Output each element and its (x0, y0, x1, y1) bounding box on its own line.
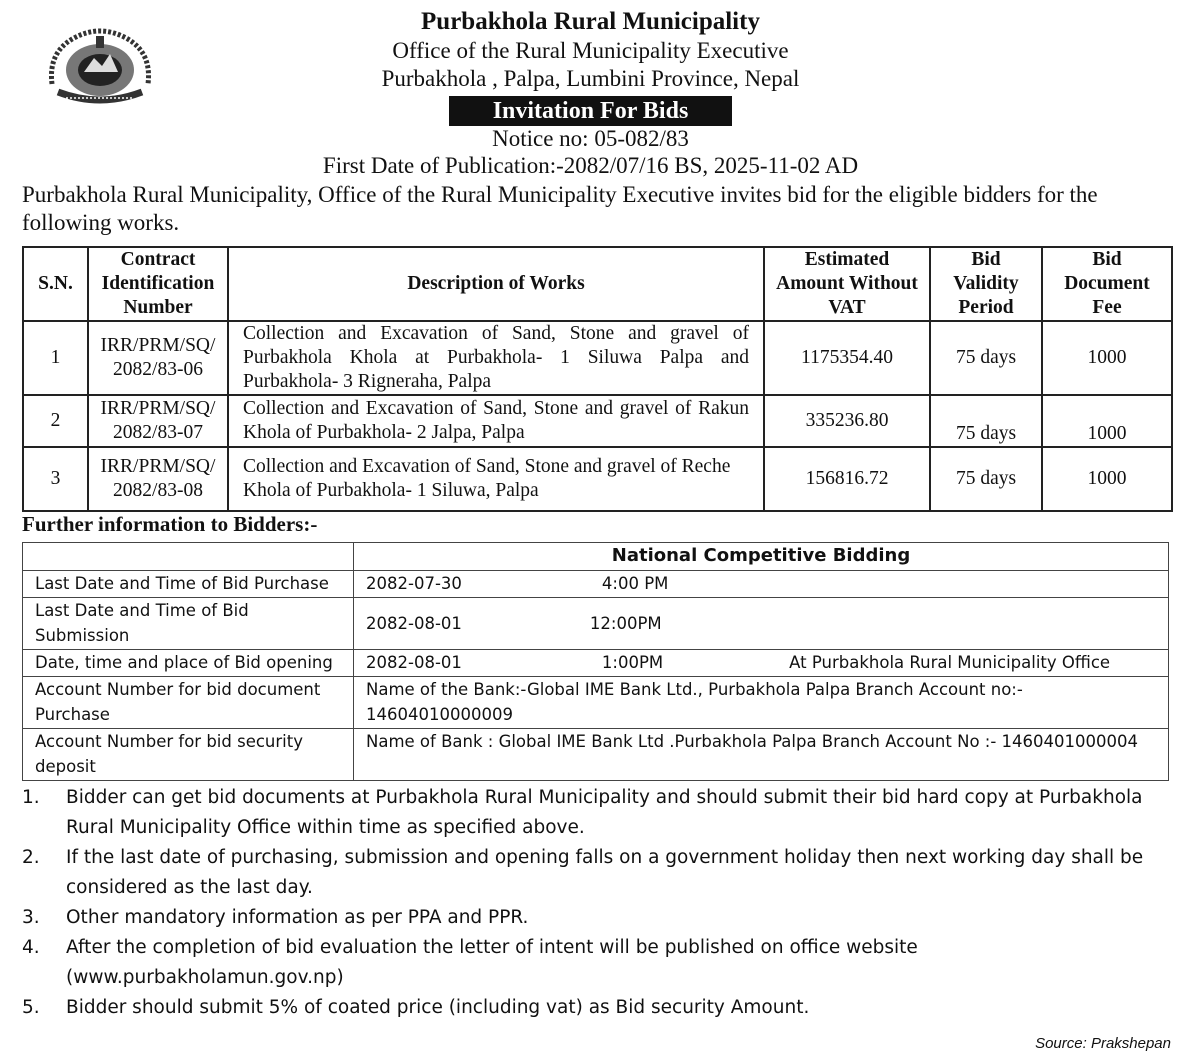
opening-place: At Purbakhola Rural Municipality Office (789, 653, 1111, 672)
info-label: Last Date and Time of Bid Purchase (23, 571, 354, 598)
header-sn: S.N. (23, 247, 88, 321)
info-label: Account Number for bid security deposit (23, 729, 354, 781)
row-contract-id: IRR/PRM/SQ/ 2082/83-07 (88, 395, 228, 447)
works-table-header (23, 247, 1172, 321)
info-label: Date, time and place of Bid opening (23, 650, 354, 677)
row-fee: 1000 (1042, 395, 1172, 447)
row-description: Collection and Excavation of Sand, Stone and gravel of Rakun Khola of Purbakhola- 2 Jalpa, Palpa (228, 395, 764, 447)
purchase-date: 2082-07-30 (366, 574, 462, 593)
note-text: If the last date of purchasing, submission and opening falls on a government holiday then next working day shall be considered as the last day. (66, 847, 1144, 898)
row-contract-id: IRR/PRM/SQ/ 2082/83-08 (88, 447, 228, 511)
row-amount: 335236.80 (764, 395, 930, 447)
invitation-title: Invitation For Bids (449, 96, 733, 126)
info-value (354, 650, 1169, 677)
submission-date: 2082-08-01 (366, 614, 462, 633)
note-text: After the completion of bid evaluation the letter of intent will be published on office website (www.purbakholamun.gov.np) (66, 937, 918, 988)
info-value: Name of the Bank:-Global IME Bank Ltd., Purbakhola Palpa Branch Account no:- 14604010000009 (354, 677, 1169, 729)
purchase-time: 4:00 PM (601, 574, 669, 593)
header-validity: Bid Validity Period (930, 247, 1042, 321)
list-item (22, 843, 1172, 903)
office-name: Office of the Rural Municipality Executive (392, 38, 789, 63)
info-row-doc-account (23, 677, 1169, 729)
publication-date: First Date of Publication:-2082/07/16 BS, 2025-11-02 AD (322, 153, 859, 178)
note-number: 3. (22, 907, 40, 928)
invitation-banner (0, 96, 1181, 126)
row-amount: 1175354.40 (764, 321, 930, 395)
list-item (22, 993, 1172, 1023)
table-row (23, 447, 1172, 511)
row-validity: 75 days (930, 395, 1042, 447)
info-value: Name of Bank : Global IME Bank Ltd .Purbakhola Palpa Branch Account No :- 1460401000004 (354, 729, 1169, 781)
header-contract-id: Contract Identification Number (88, 247, 228, 321)
info-row-opening (23, 650, 1169, 677)
info-table-title: National Competitive Bidding (354, 543, 1169, 571)
info-row-security-account (23, 729, 1169, 781)
header-fee: Bid Document Fee (1042, 247, 1172, 321)
row-amount: 156816.72 (764, 447, 930, 511)
note-number: 2. (22, 847, 40, 868)
row-fee: 1000 (1042, 447, 1172, 511)
opening-date: 2082-08-01 (366, 653, 462, 672)
office-address: Purbakhola , Palpa, Lumbini Province, Nepal (381, 66, 800, 91)
municipality-title: Purbakhola Rural Municipality (421, 8, 760, 35)
row-sn: 3 (23, 447, 88, 511)
intro-paragraph: Purbakhola Rural Municipality, Office of the Rural Municipality Executive invites bid for the eligible bidders for the following works. (22, 182, 1098, 235)
row-description: Collection and Excavation of Sand, Stone and gravel of Purbakhola Khola at Purbakhola- 1 Siluwa Palpa and Purbakhola- 3 Rigneraha, Palpa (228, 321, 764, 395)
bid-info-table (22, 542, 1169, 781)
list-item (22, 903, 1172, 933)
info-header-row (23, 543, 1169, 571)
note-text: Other mandatory information as per PPA and PPR. (66, 907, 529, 928)
further-info-heading: Further information to Bidders:- (22, 512, 318, 536)
table-row (23, 395, 1172, 447)
list-item (22, 933, 1172, 993)
row-validity: 75 days (930, 321, 1042, 395)
opening-time: 1:00PM (601, 653, 664, 672)
info-row-submission (23, 598, 1169, 650)
source-credit: Source: Prakshepan (1035, 1035, 1171, 1052)
notice-number: Notice no: 05-082/83 (492, 126, 689, 151)
header-amount: Estimated Amount Without VAT (764, 247, 930, 321)
info-value (354, 571, 1169, 598)
table-row (23, 321, 1172, 395)
info-value (354, 598, 1169, 650)
list-item (22, 783, 1172, 843)
row-sn: 1 (23, 321, 88, 395)
note-text: Bidder can get bid documents at Purbakhola Rural Municipality and should submit their bid hard copy at Purbakhola Rural Municipality Office within time as specified above. (66, 787, 1143, 838)
note-number: 1. (22, 787, 40, 808)
row-contract-id: IRR/PRM/SQ/ 2082/83-06 (88, 321, 228, 395)
row-sn: 2 (23, 395, 88, 447)
header-description: Description of Works (228, 247, 764, 321)
bidder-notes-list (22, 783, 1172, 1023)
note-number: 5. (22, 997, 40, 1018)
note-text: Bidder should submit 5% of coated price (including vat) as Bid security Amount. (66, 997, 810, 1018)
note-number: 4. (22, 937, 40, 958)
submission-time: 12:00PM (589, 614, 662, 633)
row-validity: 75 days (930, 447, 1042, 511)
info-label: Last Date and Time of Bid Submission (23, 598, 354, 650)
info-row-purchase (23, 571, 1169, 598)
works-table (22, 246, 1173, 512)
row-description: Collection and Excavation of Sand, Stone and gravel of Reche Khola of Purbakhola- 1 Siluwa, Palpa (228, 447, 764, 511)
row-fee: 1000 (1042, 321, 1172, 395)
info-header-empty (23, 543, 354, 571)
info-label: Account Number for bid document Purchase (23, 677, 354, 729)
